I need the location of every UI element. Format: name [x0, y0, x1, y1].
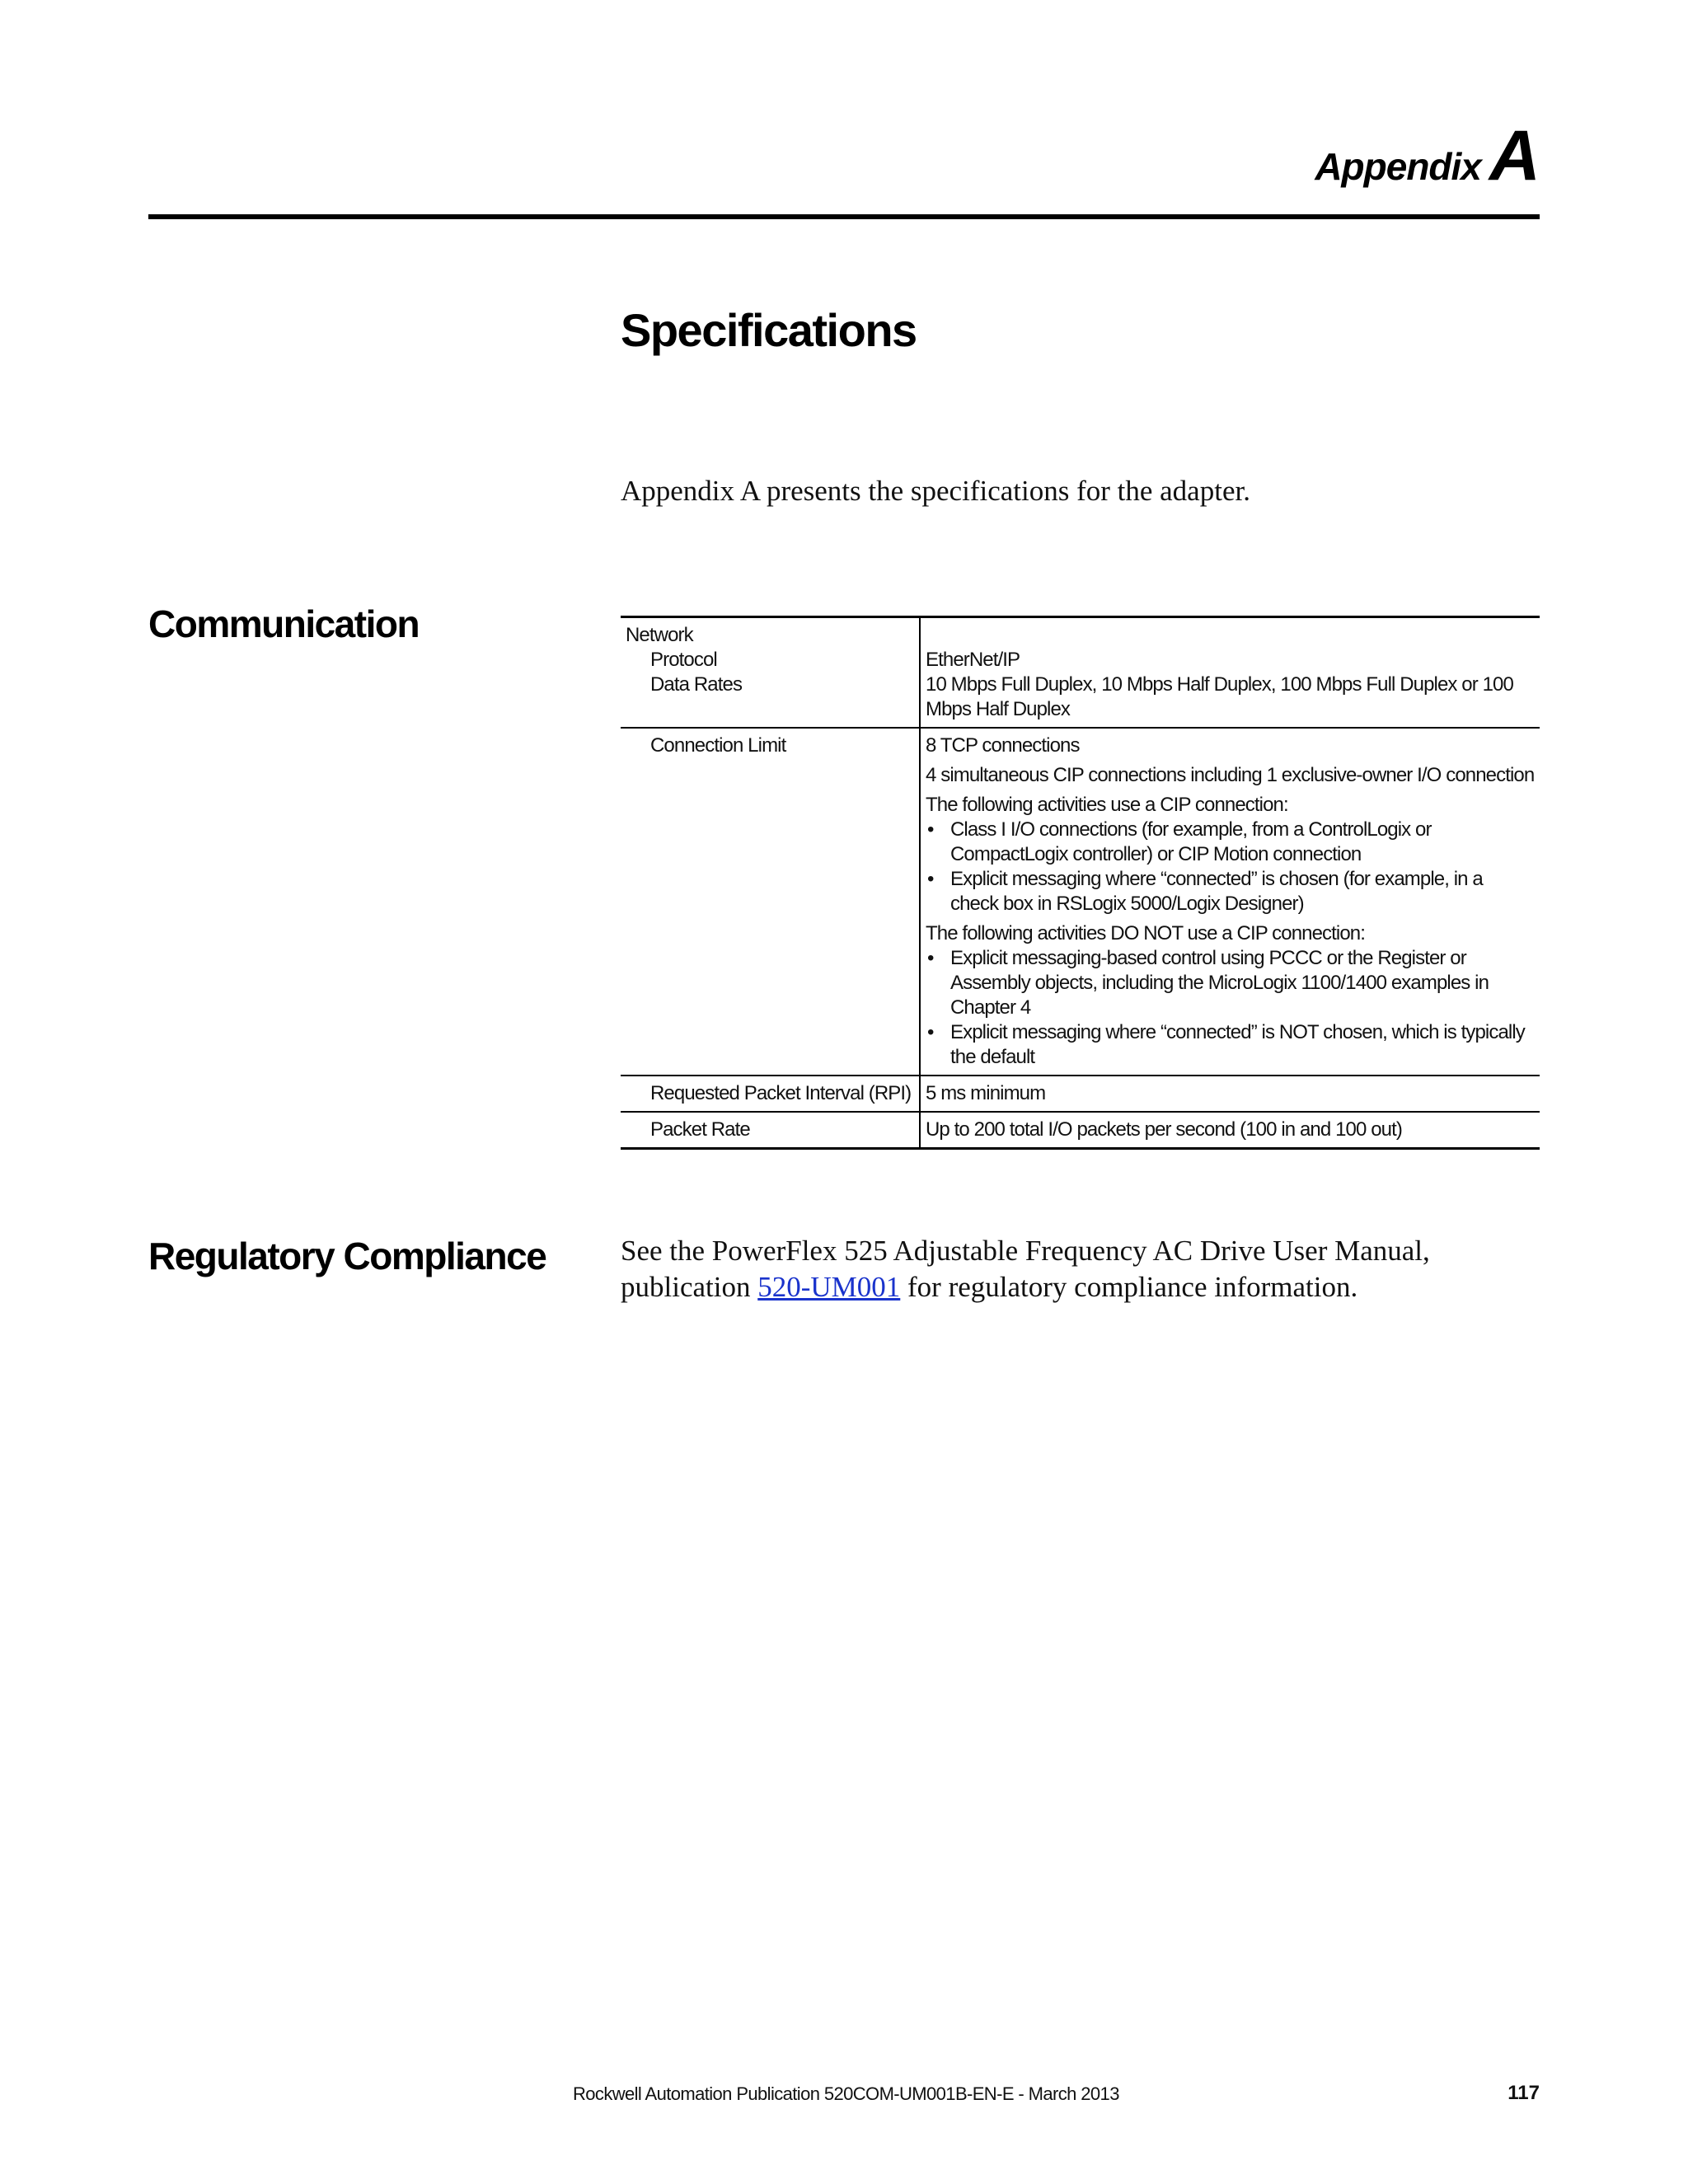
connection-limit-values [920, 728, 1540, 1076]
table-row-rpi [621, 1076, 1540, 1112]
list-item-text: Class I I/O connections (for example, from a ControlLogix or CompactLogix controller) or CIP Motion connection [950, 818, 1432, 865]
appendix-word: Appendix [1315, 145, 1481, 188]
packet-rate-label: Packet Rate [650, 1118, 750, 1141]
rpi-cell [621, 1076, 920, 1112]
regulatory-text-after: for regulatory compliance information. [900, 1271, 1358, 1303]
tcp-connections: 8 TCP connections [926, 734, 1080, 757]
data-rates-value: 10 Mbps Full Duplex, 10 Mbps Half Duplex, 100 Mbps Full Duplex or 100 Mbps Half Duplex [926, 673, 1513, 720]
list-item [926, 818, 1535, 867]
protocol-label: Protocol [650, 649, 717, 671]
table-row-packet-rate [621, 1112, 1540, 1149]
rpi-value: 5 ms minimum [920, 1076, 1540, 1112]
list-item [926, 946, 1535, 1020]
data-rates-label: Data Rates [650, 673, 743, 696]
protocol-value: EtherNet/IP [926, 649, 1020, 671]
list-item-text: Explicit messaging-based control using PCCC or the Register or Assembly objects, including the MicroLogix 1100/1400 examples in Chapter 4 [950, 947, 1489, 1019]
table-row-network [621, 617, 1540, 729]
packet-rate-cell [621, 1112, 920, 1149]
bullet-icon: • [927, 868, 934, 890]
network-values [920, 617, 1540, 729]
regulatory-heading: Regulatory Compliance [148, 1235, 546, 1277]
footer-publication: Rockwell Automation Publication 520COM-UM001B-EN-E - March 2013 [573, 2083, 1119, 2104]
page-number: 117 [1507, 2082, 1540, 2104]
list-item [926, 867, 1535, 916]
regulatory-text-before: See the PowerFlex 525 Adjustable Frequency AC Drive User Manual, publication [621, 1235, 1430, 1303]
network-labels [621, 617, 920, 729]
list-item [926, 1020, 1535, 1070]
appendix-header [1315, 115, 1540, 197]
connection-limit-label: Connection Limit [650, 734, 786, 757]
communication-heading: Communication [148, 602, 420, 645]
list-item-text: Explicit messaging where “connected” is NOT chosen, which is typically the default [950, 1021, 1525, 1068]
uses-cip-list [926, 818, 1535, 916]
bullet-icon: • [927, 1021, 934, 1043]
communication-spec-table [621, 616, 1540, 1150]
cip-connections: 4 simultaneous CIP connections including 1 exclusive-owner I/O connection [926, 764, 1535, 786]
bullet-icon: • [927, 947, 934, 969]
table-row-connection-limit [621, 728, 1540, 1076]
publication-link[interactable]: 520-UM001 [757, 1271, 901, 1303]
packet-rate-value: Up to 200 total I/O packets per second (100 in and 100 out) [920, 1112, 1540, 1149]
bullet-icon: • [927, 818, 934, 841]
connection-limit-cell [621, 728, 920, 1076]
rpi-label: Requested Packet Interval (RPI) [650, 1082, 912, 1104]
not-uses-cip-list [926, 946, 1535, 1070]
not-uses-cip-intro: The following activities DO NOT use a CIP connection: [926, 922, 1366, 944]
appendix-letter: A [1489, 116, 1540, 195]
uses-cip-intro: The following activities use a CIP connection: [926, 794, 1288, 816]
header-rule [148, 214, 1540, 219]
list-item-text: Explicit messaging where “connected” is chosen (for example, in a check box in RSLogix 5000/Logix Designer) [950, 868, 1483, 915]
network-label: Network [626, 624, 693, 646]
page-title: Specifications [621, 304, 917, 356]
intro-paragraph: Appendix A presents the specifications for the adapter. [621, 475, 1250, 507]
regulatory-paragraph [621, 1233, 1540, 1305]
